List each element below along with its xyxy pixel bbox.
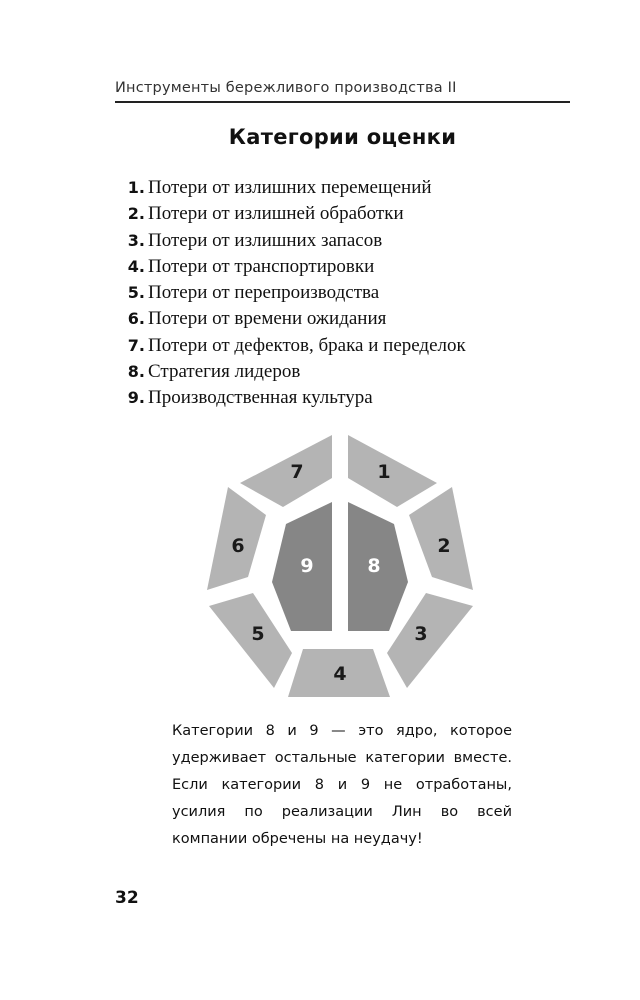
- category-label: Потери от излишних запасов: [148, 229, 383, 251]
- category-number: 5.: [127, 283, 145, 303]
- category-number: 2.: [127, 204, 145, 224]
- category-number: 3.: [127, 230, 145, 250]
- segment-1: [348, 435, 437, 507]
- segment-label-5: 5: [251, 623, 265, 645]
- category-number: 1.: [127, 178, 145, 197]
- segment-label-4: 4: [333, 663, 347, 685]
- category-label: Потери от дефектов, брака и переделок: [148, 334, 466, 356]
- category-number: 9.: [127, 388, 145, 408]
- category-item: [115, 228, 585, 254]
- category-label: Потери от транспортировки: [148, 255, 375, 277]
- category-label: Потери от излишних перемещений: [148, 177, 432, 198]
- segment-label-3: 3: [414, 623, 428, 645]
- category-item: [115, 254, 585, 280]
- category-item: [115, 306, 585, 332]
- category-label: Производственная культура: [148, 387, 373, 409]
- segment-3: [387, 593, 473, 688]
- category-label: Потери от излишней обработки: [148, 203, 404, 225]
- category-item: [115, 175, 585, 201]
- category-item: [115, 280, 585, 306]
- category-number: 4.: [127, 256, 145, 276]
- category-label: Потери от перепроизводства: [148, 282, 380, 304]
- segment-label-7: 7: [290, 461, 304, 483]
- category-number: 8.: [127, 362, 145, 382]
- running-header: Инструменты бережливого производства II: [115, 80, 457, 96]
- category-label: Потери от времени ожидания: [148, 308, 387, 330]
- core-label-8: 8: [367, 555, 381, 577]
- heptagon-diagram: [0, 420, 640, 705]
- category-item: [115, 333, 585, 359]
- category-label: Стратегия лидеров: [148, 361, 301, 383]
- category-item: [115, 201, 585, 227]
- section-title: Категории оценки: [228, 125, 457, 149]
- segment-label-6: 6: [231, 535, 245, 557]
- core-label-9: 9: [300, 555, 314, 577]
- caption: [172, 718, 512, 853]
- segment-label-2: 2: [437, 535, 451, 557]
- segment-7: [240, 435, 332, 507]
- page-number: 32: [115, 888, 139, 908]
- category-item: [115, 385, 585, 411]
- segment-label-1: 1: [377, 461, 391, 483]
- category-item: [115, 359, 585, 385]
- category-number: 6.: [127, 309, 145, 329]
- category-number: 7.: [127, 335, 145, 355]
- category-list: [115, 175, 585, 412]
- caption-text: Категории 8 и 9 — это ядро, которое удерживает остальные категории вместе. Если категории 8 и 9 не отработаны, усилия по реализации Лин во всей компании обречены на неудачу!: [172, 723, 512, 847]
- header-rule: [115, 101, 570, 103]
